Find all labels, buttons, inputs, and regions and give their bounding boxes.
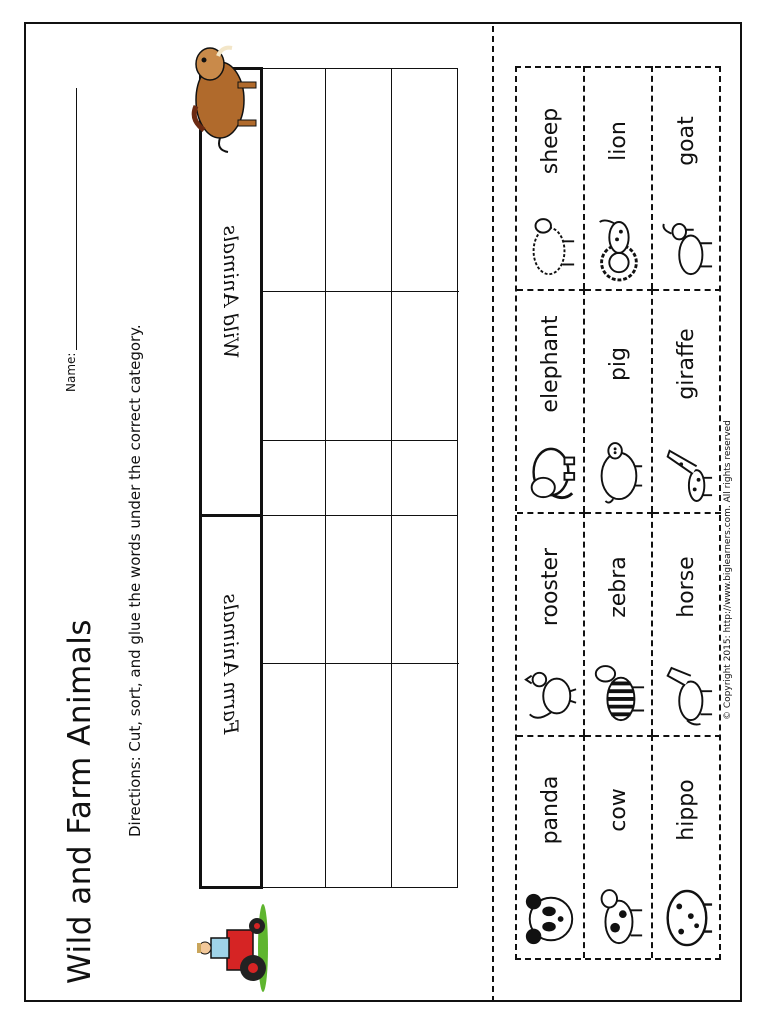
warthog-icon: [174, 42, 266, 160]
wild-animals-heading: Wild Animals: [199, 67, 263, 517]
word-card-goat[interactable]: [653, 66, 721, 289]
name-label: Name:: [64, 352, 78, 392]
word-card-sheep[interactable]: [517, 66, 585, 289]
word-card-hippo[interactable]: [653, 735, 721, 958]
copyright-text: © Copyright 2015: http://www.biglearners.com. All rights reserved: [723, 420, 733, 720]
directions-text: Directions: Cut, sort, and glue the words under the correct category.: [126, 324, 144, 837]
word-card-zebra[interactable]: [585, 512, 653, 735]
card-word: panda: [537, 775, 563, 845]
card-word: goat: [673, 116, 699, 166]
card-word: rooster: [537, 547, 563, 627]
word-card-rooster[interactable]: [517, 512, 585, 735]
hippo-icon: [658, 884, 714, 954]
card-word: giraffe: [673, 328, 699, 400]
card-word: sheep: [537, 107, 563, 175]
card-word: lion: [605, 121, 631, 161]
elephant-icon: [522, 438, 578, 508]
fold-dashed-line: [492, 26, 494, 1002]
card-word: cow: [605, 788, 631, 832]
word-card-horse[interactable]: [653, 512, 721, 735]
word-card-cow[interactable]: [585, 735, 653, 958]
lion-icon: [590, 215, 646, 285]
horse-icon: [658, 661, 714, 731]
zebra-icon: [590, 661, 646, 731]
word-card-panda[interactable]: [517, 735, 585, 958]
card-word: elephant: [537, 315, 563, 413]
farm-animals-heading: Farm Animals: [199, 439, 263, 889]
worksheet-title: Wild and Farm Animals: [62, 618, 98, 984]
giraffe-icon: [658, 438, 714, 508]
card-word: horse: [673, 556, 699, 618]
cow-icon: [590, 884, 646, 954]
worksheet-page: [24, 22, 742, 1002]
worksheet-content: [28, 26, 742, 1002]
word-card-pig[interactable]: [585, 289, 653, 512]
sheep-icon: [522, 215, 578, 285]
panda-icon: [522, 884, 578, 954]
tractor-icon: [193, 902, 271, 998]
card-word: zebra: [605, 556, 631, 618]
card-word: pig: [605, 346, 631, 382]
word-card-giraffe[interactable]: [653, 289, 721, 512]
name-blank-line: [76, 88, 77, 350]
word-card-lion[interactable]: [585, 66, 653, 289]
card-word: hippo: [673, 779, 699, 841]
word-card-elephant[interactable]: [517, 289, 585, 512]
pig-icon: [590, 438, 646, 508]
rooster-icon: [522, 661, 578, 731]
word-cards-grid: [515, 66, 721, 960]
goat-icon: [658, 215, 714, 285]
